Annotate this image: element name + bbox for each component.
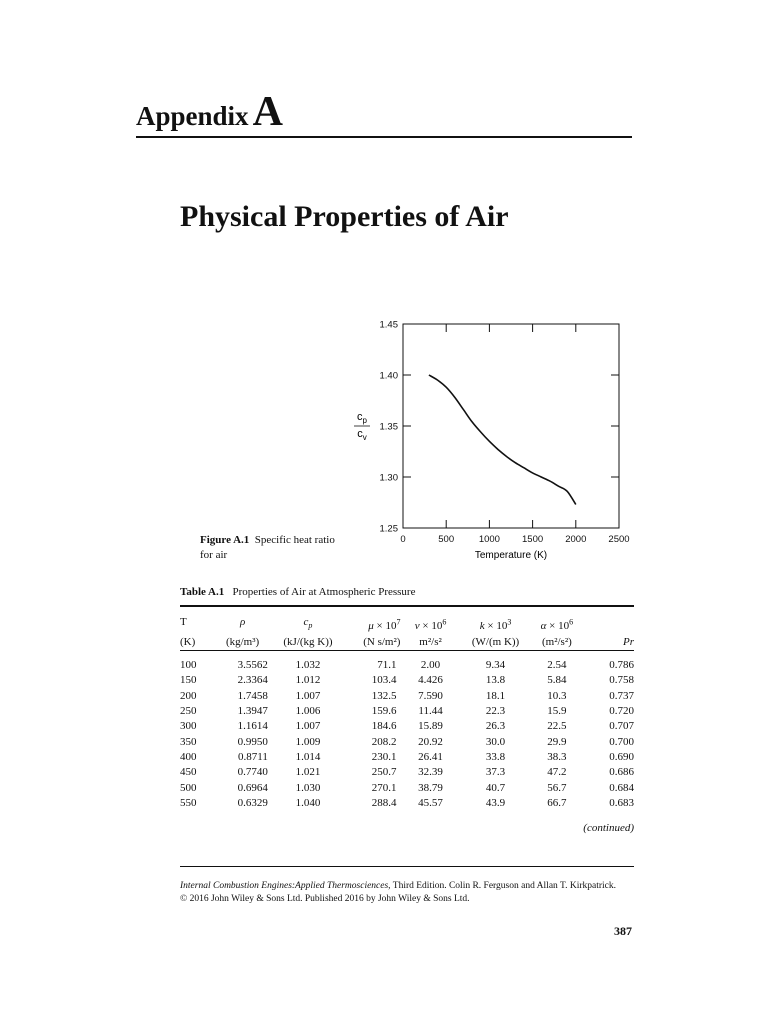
table-row — [180, 719, 634, 734]
y-tick-label: 1.40 — [379, 370, 398, 382]
table-caption-text: Properties of Air at Atmospheric Pressure — [232, 586, 416, 598]
header-T: T — [180, 616, 187, 628]
y-axis-label-numerator: $c_p$ — [357, 411, 367, 425]
table-cell: 250.7 — [371, 766, 397, 779]
figure-caption-line2: for air — [200, 549, 228, 561]
table-row — [180, 750, 634, 765]
table-cell: 11.44 — [418, 705, 443, 718]
table-cell: 184.6 — [371, 720, 397, 733]
table-cell: 47.2 — [547, 766, 567, 779]
table-cell: 132.5 — [371, 689, 397, 702]
table-cell: 32.39 — [418, 766, 443, 779]
footer-rule — [180, 866, 634, 867]
table-cell: 1.006 — [295, 705, 321, 718]
table-cell: 450 — [180, 766, 197, 779]
table-cell: 500 — [180, 781, 197, 794]
table-cell: 5.84 — [547, 674, 567, 687]
header-cell — [180, 614, 209, 634]
header-alpha: $\alpha \times 10^6$ — [540, 617, 574, 632]
table-cell: 1.007 — [295, 689, 321, 702]
chart-ticks — [380, 320, 630, 546]
table-cell: 0.6329 — [237, 796, 268, 809]
table-cell: 250 — [180, 705, 197, 718]
y-tick-label: 1.30 — [379, 472, 398, 484]
table-cell: 15.9 — [547, 705, 567, 718]
table-units-row — [180, 634, 634, 658]
table-cell: 1.1614 — [237, 720, 268, 733]
table-cell: 2.54 — [547, 659, 567, 672]
table-cell: 0.700 — [609, 735, 634, 748]
unit-cell: (m²/s²) — [541, 636, 572, 649]
table-cell: 1.040 — [295, 796, 321, 809]
chart-axes — [403, 324, 619, 528]
table-cell: 550 — [180, 796, 197, 809]
table-cell: 400 — [180, 750, 197, 763]
unit-cell: (kJ/(kg K)) — [283, 636, 333, 649]
table-cell: 1.032 — [295, 659, 321, 672]
table-cell: 300 — [180, 720, 197, 733]
table-cell: 1.3947 — [237, 705, 268, 718]
table-cell: 33.8 — [485, 750, 506, 763]
table-cell: 71.1 — [377, 659, 397, 672]
x-tick-label: 0 — [400, 534, 406, 545]
table-cell: 37.3 — [485, 766, 506, 779]
table-cell: 0.707 — [609, 720, 634, 733]
x-tick-label: 1000 — [478, 534, 500, 545]
table-cell: 2.3364 — [237, 674, 268, 687]
header-cell — [400, 614, 460, 634]
table-cell: 288.4 — [371, 796, 397, 809]
table-cell: 3.5562 — [237, 659, 268, 672]
y-tick-label: 1.45 — [379, 319, 398, 331]
table-cell: 29.9 — [547, 735, 567, 748]
table-cell: 66.7 — [547, 796, 567, 809]
header-rho: ρ — [239, 616, 246, 628]
table-cell: 0.686 — [609, 766, 634, 779]
header-cell — [209, 614, 276, 634]
header-mu: $\mu \times 10^7$ — [368, 617, 401, 632]
table-cell: 230.1 — [371, 750, 397, 763]
table-header-row — [180, 614, 634, 634]
table-cell: 0.737 — [609, 689, 634, 702]
table-row — [180, 704, 634, 719]
table-cell: 270.1 — [371, 781, 397, 794]
header-cell — [276, 614, 340, 634]
y-axis-label-denominator: $c_v$ — [357, 428, 367, 442]
table-cell: 1.7458 — [237, 689, 268, 702]
unit-cell: (W/(m K)) — [471, 636, 520, 649]
header-k: $k \times 10^3$ — [479, 617, 512, 632]
header-cell — [340, 614, 400, 634]
table-cell: 208.2 — [371, 735, 397, 748]
table-row — [180, 765, 634, 780]
y-axis-label-numerator-sub: p — [362, 416, 367, 425]
x-tick-label: 500 — [438, 534, 455, 545]
table-row — [180, 658, 634, 673]
table-row — [180, 673, 634, 688]
table-cell: 38.3 — [547, 750, 567, 763]
x-tick-label: 1500 — [522, 534, 544, 545]
unit-cell-pr: Pr — [623, 636, 634, 649]
figure-caption-line1: Specific heat ratio — [254, 534, 335, 546]
table-cell: 0.6964 — [237, 781, 268, 794]
table-cell: 0.683 — [609, 796, 634, 809]
y-tick-label: 1.35 — [379, 421, 398, 433]
header-cell — [461, 614, 531, 634]
table-row — [180, 689, 634, 704]
x-axis-label: Temperature (K) — [474, 550, 548, 561]
unit-cell: (kg/m³) — [225, 636, 260, 649]
continued-note: (continued) — [583, 822, 634, 834]
table-cell: 18.1 — [485, 689, 506, 702]
y-axis-label-denominator-sub: v — [362, 433, 367, 442]
table-cell: 26.41 — [418, 750, 443, 763]
footer-book-title: Internal Combustion Engines:Applied Thermosciences, — [180, 881, 391, 891]
specific-heat-ratio-chart — [340, 310, 640, 572]
table-top-rule — [180, 605, 634, 607]
table-cell: 200 — [180, 689, 197, 702]
table-body — [180, 658, 634, 811]
table-cell: 0.7740 — [237, 766, 268, 779]
table-cell: 0.786 — [609, 659, 634, 672]
table-cell: 1.021 — [295, 766, 321, 779]
page-title: Physical Properties of Air — [180, 200, 509, 233]
footer-book-details: Third Edition. Colin R. Ferguson and Allan T. Kirkpatrick. — [390, 881, 616, 891]
unit-cell: (K) — [180, 636, 196, 649]
y-axis-label — [354, 411, 370, 442]
appendix-heading — [136, 88, 283, 136]
page-number: 387 — [614, 924, 632, 938]
header-cp-symbol: $c_p$ — [303, 616, 313, 631]
table-cell: 22.3 — [485, 705, 506, 718]
table-cell: 0.758 — [609, 674, 634, 687]
table-row — [180, 781, 634, 796]
table-cell: 0.720 — [609, 705, 634, 718]
table-cell: 1.007 — [295, 720, 321, 733]
table-label: Table A.1 — [180, 586, 225, 598]
table-cell: 4.426 — [418, 674, 443, 687]
header-cell — [583, 614, 634, 634]
table-cell: 1.014 — [295, 750, 321, 763]
table-cell: 159.6 — [371, 705, 397, 718]
table-cell: 0.684 — [609, 781, 634, 794]
heading-rule — [136, 136, 632, 138]
table-cell: 0.8711 — [238, 750, 268, 763]
table-cell: 1.030 — [295, 781, 321, 794]
table-cell: 40.7 — [485, 781, 506, 794]
table-cell: 103.4 — [371, 674, 397, 687]
properties-table — [180, 614, 634, 811]
table-cell: 26.3 — [485, 720, 506, 733]
table-cell: 38.79 — [418, 781, 443, 794]
plot-frame — [403, 324, 619, 528]
table-cell: 13.8 — [485, 674, 506, 687]
table-cell: 22.5 — [547, 720, 567, 733]
footer-copyright: © 2016 John Wiley & Sons Ltd. Published 2016 by John Wiley & Sons Ltd. — [180, 894, 470, 904]
table-row — [180, 796, 634, 811]
cp-cv-ratio-line — [429, 375, 576, 505]
table-cell: 0.9950 — [237, 735, 268, 748]
table-cell: 1.012 — [295, 674, 321, 687]
table-cell: 350 — [180, 735, 197, 748]
figure-label: Figure A.1 — [200, 534, 250, 546]
header-cell — [530, 614, 583, 634]
table-cell: 10.3 — [547, 689, 567, 702]
table-cell: 150 — [180, 674, 197, 687]
header-nu: $\nu \times 10^6$ — [414, 617, 447, 632]
table-cell: 56.7 — [547, 781, 567, 794]
table-cell: 2.00 — [420, 659, 441, 672]
appendix-word: Appendix — [136, 101, 249, 131]
table-cell: 100 — [180, 659, 197, 672]
x-tick-label: 2500 — [608, 534, 630, 545]
table-cell: 20.92 — [418, 735, 443, 748]
table-cell: 7.590 — [418, 689, 443, 702]
y-tick-label: 1.25 — [379, 523, 398, 535]
appendix-letter: A — [252, 89, 283, 135]
table-cell: 1.009 — [295, 735, 321, 748]
chart-series — [429, 375, 576, 505]
table-cell: 0.690 — [609, 750, 634, 763]
table-cell: 30.0 — [485, 735, 506, 748]
table-caption — [180, 586, 415, 598]
unit-cell: m²/s² — [419, 636, 442, 649]
unit-cell: (N s/m²) — [363, 636, 401, 649]
table-cell: 9.34 — [485, 659, 506, 672]
table-cell: 45.57 — [418, 796, 443, 809]
x-tick-label: 2000 — [565, 534, 587, 545]
table-row — [180, 735, 634, 750]
page-footer — [180, 880, 640, 906]
table-cell: 15.89 — [418, 720, 443, 733]
table-cell: 43.9 — [485, 796, 506, 809]
figure-caption — [200, 533, 350, 563]
